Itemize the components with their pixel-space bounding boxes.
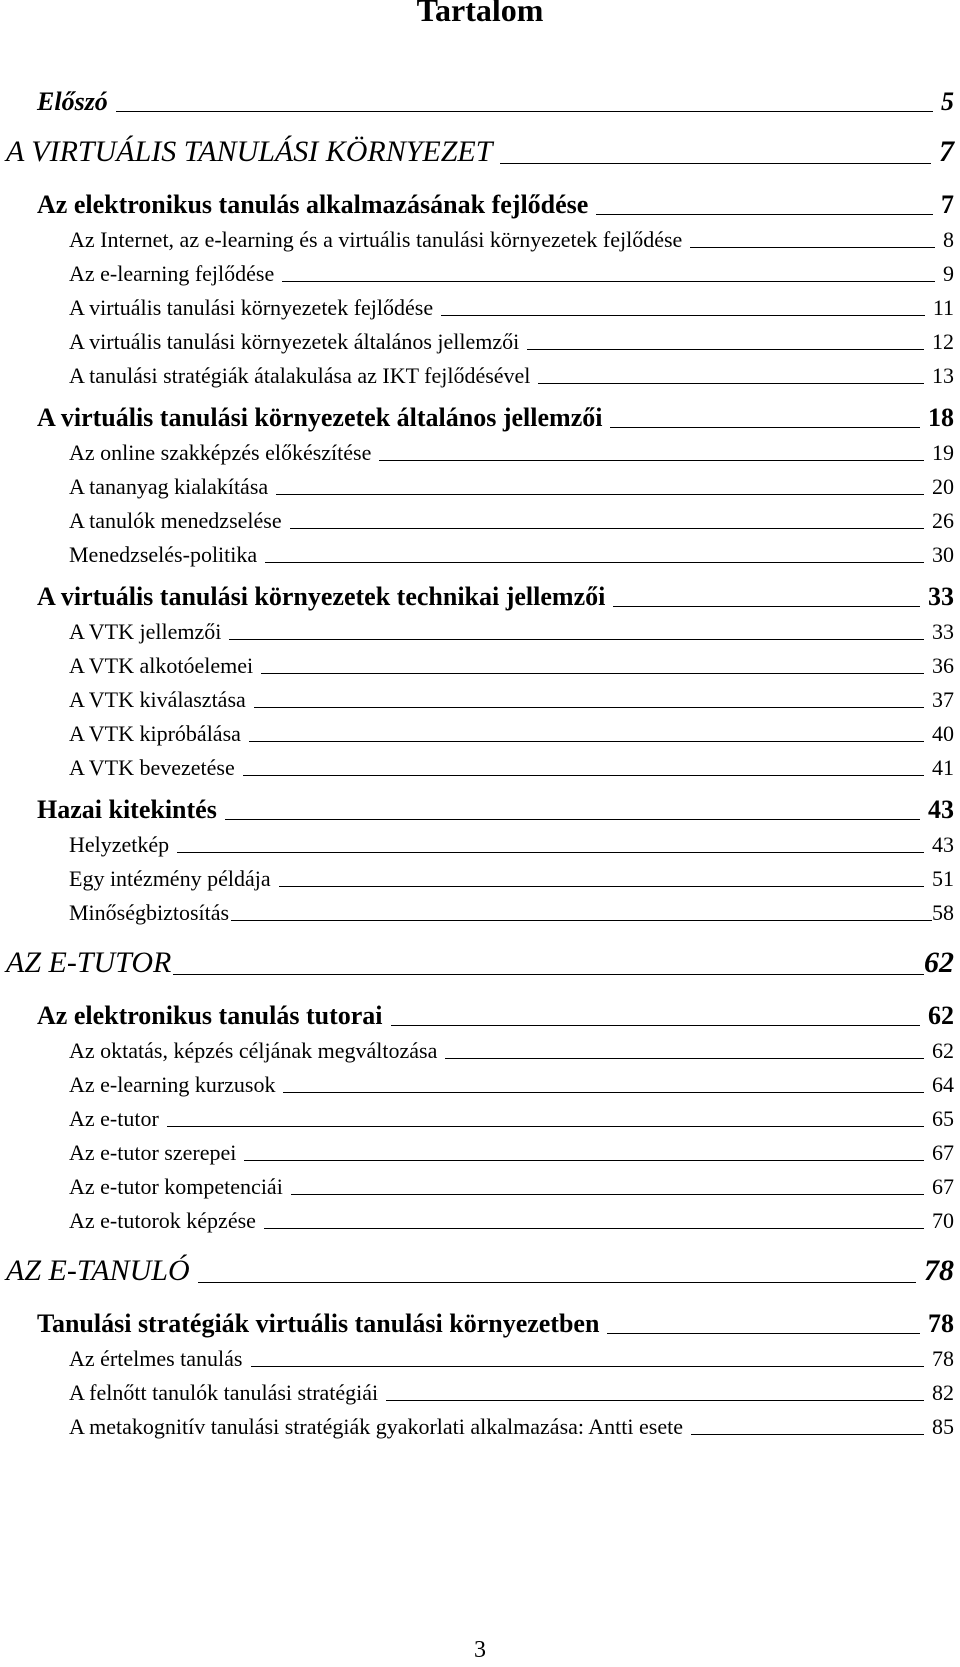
toc-section	[69, 1176, 954, 1198]
toc-leader-line	[291, 1194, 924, 1195]
toc-section	[69, 621, 954, 643]
toc-entry-label: A tanulási stratégiák átalakulása az IKT fejlődésével	[69, 363, 531, 388]
toc-entry-page: 70	[932, 1208, 954, 1233]
toc-entry-page: 65	[932, 1106, 954, 1131]
toc-leader-line	[264, 1228, 924, 1229]
toc-entry-page: 67	[932, 1174, 954, 1199]
toc-entry-label: Tanulási stratégiák virtuális tanulási környezetben	[37, 1309, 600, 1338]
toc-entry-page: 7	[941, 190, 954, 219]
toc-entry-label: Az online szakképzés előkészítése	[69, 440, 372, 465]
toc-leader-line	[177, 852, 924, 853]
toc-entry-label: A VTK jellemzői	[69, 619, 222, 644]
toc-chapter	[37, 192, 954, 218]
toc-leader-line	[243, 775, 924, 776]
toc-entry-label: Az elektronikus tanulás tutorai	[37, 1001, 383, 1030]
toc-section	[69, 868, 954, 890]
toc-leader-line	[229, 639, 924, 640]
toc-leader-line	[527, 349, 924, 350]
toc-section	[69, 1108, 954, 1130]
toc-entry-page: 51	[932, 866, 954, 891]
toc-leader-line	[441, 315, 925, 316]
toc-leader-line	[596, 214, 933, 215]
toc-section	[69, 723, 954, 745]
toc-section	[69, 331, 954, 353]
toc-entry-page: 18	[928, 403, 954, 432]
toc-leader-line	[249, 741, 924, 742]
toc-entry-page: 43	[932, 832, 954, 857]
toc-entry-label: A felnőtt tanulók tanulási stratégiái	[69, 1380, 379, 1405]
toc-entry-page: 11	[932, 295, 954, 320]
toc-leader-line	[386, 1400, 924, 1401]
toc-entry-page: 9	[943, 261, 954, 286]
toc-leader-line	[613, 606, 920, 607]
toc-leader-line	[251, 1366, 925, 1367]
toc-leader-line	[690, 247, 935, 248]
toc-chapter	[37, 797, 954, 823]
toc-entry-page: 64	[932, 1072, 954, 1097]
toc-section	[69, 297, 954, 319]
toc-section	[69, 1348, 954, 1370]
toc-section	[69, 1382, 954, 1404]
toc-entry-label: A VIRTUÁLIS TANULÁSI KÖRNYEZET	[6, 135, 493, 168]
toc-entry-label: A VTK kiválasztása	[69, 687, 246, 712]
toc-section	[69, 365, 954, 387]
toc-entry-label: A virtuális tanulási környezetek fejlődése	[69, 295, 434, 320]
toc-section	[69, 757, 954, 779]
toc-entry-label: Menedzselés-politika	[69, 542, 258, 567]
toc-leader-line	[691, 1434, 924, 1435]
toc-chapter	[37, 1003, 954, 1029]
toc-entry-label: A metakognitív tanulási stratégiák gyakorlati alkalmazása: Antti esete	[69, 1414, 683, 1439]
toc-entry-page: 37	[932, 687, 954, 712]
toc-entry-page: 41	[932, 755, 954, 780]
toc-leader-line	[500, 163, 931, 164]
toc-entry-label: Az oktatás, képzés céljának megváltozása	[69, 1038, 438, 1063]
page-number: 3	[474, 1637, 486, 1663]
toc-entry-page: 19	[932, 440, 954, 465]
toc-entry-label: Az e-tutor kompetenciái	[69, 1174, 283, 1199]
toc-entry-label: AZ E-TUTOR	[6, 946, 172, 979]
toc-section	[69, 263, 954, 285]
toc-entry-page: 43	[928, 795, 954, 824]
toc-leader-line	[290, 528, 924, 529]
toc-entry-label: A virtuális tanulási környezetek technikai jellemzői	[37, 582, 606, 611]
toc-section	[69, 229, 954, 251]
toc-section	[69, 834, 954, 856]
toc-entry-page: 33	[928, 582, 954, 611]
toc-entry-page: 26	[932, 508, 954, 533]
toc-entry-page: 12	[932, 329, 954, 354]
toc-leader-line	[198, 1282, 916, 1283]
toc-entry-label: A VTK kipróbálása	[69, 721, 241, 746]
toc-leader-line	[282, 281, 935, 282]
toc-entry-page: 62	[932, 1038, 954, 1063]
toc-part-heading	[6, 1256, 954, 1286]
toc-chapter	[37, 405, 954, 431]
toc-entry-label: Az e-tutor szerepei	[69, 1140, 237, 1165]
toc-entry-label: Az e-tutor	[69, 1106, 159, 1131]
toc-entry-label: Az e-tutorok képzése	[69, 1208, 256, 1233]
toc-leader-line	[265, 562, 924, 563]
toc-leader-line	[231, 920, 932, 921]
toc-entry-label: Egy intézmény példája	[69, 866, 271, 891]
toc-entry-preface	[37, 89, 954, 115]
toc-leader-line	[167, 1126, 924, 1127]
toc-leader-line	[261, 673, 924, 674]
toc-section	[69, 655, 954, 677]
toc-leader-line	[607, 1333, 920, 1334]
toc-leader-line	[538, 383, 924, 384]
toc-leader-line	[445, 1058, 924, 1059]
toc-entry-label: A tananyag kialakítása	[69, 474, 269, 499]
toc-section	[69, 1040, 954, 1062]
toc-leader-line	[116, 111, 933, 112]
toc-chapter	[37, 584, 954, 610]
toc-section	[69, 476, 954, 498]
toc-section	[69, 544, 954, 566]
toc-section	[69, 1416, 954, 1438]
toc-entry-page: 20	[932, 474, 954, 499]
toc-entry-label: Az Internet, az e-learning és a virtuális tanulási környezetek fejlődése	[69, 227, 683, 252]
toc-entry-page: 58	[932, 900, 954, 925]
toc-leader-line	[276, 494, 924, 495]
toc-entry-page: 62	[928, 1001, 954, 1030]
toc-entry-label: Előszó	[37, 87, 108, 116]
toc-entry-label: Helyzetkép	[69, 832, 170, 857]
toc-entry-label: Hazai kitekintés	[37, 795, 217, 824]
toc-entry-label: A tanulók menedzselése	[69, 508, 282, 533]
toc-section	[69, 1142, 954, 1164]
toc-part-heading	[6, 137, 954, 167]
toc-entry-label: AZ E-TANULÓ	[6, 1254, 190, 1287]
toc-entry-page: 78	[924, 1254, 954, 1287]
toc-entry-page: 78	[928, 1309, 954, 1338]
toc-entry-label: Az értelmes tanulás	[69, 1346, 243, 1371]
toc-section	[69, 510, 954, 532]
toc-part-heading	[6, 948, 954, 978]
toc-entry-label: Az e-learning kurzusok	[69, 1072, 276, 1097]
toc-leader-line	[173, 974, 924, 975]
toc-entry-label: Minőségbiztosítás	[69, 900, 230, 925]
toc-section	[69, 902, 954, 924]
toc-section	[69, 1210, 954, 1232]
toc-entry-page: 82	[932, 1380, 954, 1405]
toc-section	[69, 442, 954, 464]
toc-entry-label: Az elektronikus tanulás alkalmazásának fejlődése	[37, 190, 589, 219]
toc-leader-line	[244, 1160, 924, 1161]
toc-entry-page: 40	[932, 721, 954, 746]
toc-entry-page: 5	[941, 87, 954, 116]
toc-entry-page: 78	[932, 1346, 954, 1371]
toc-entry-page: 85	[932, 1414, 954, 1439]
page-title: Tartalom	[416, 0, 544, 28]
toc-entry-page: 62	[924, 946, 954, 979]
toc-entry-page: 36	[932, 653, 954, 678]
toc-leader-line	[610, 427, 920, 428]
toc-entry-label: A virtuális tanulási környezetek általános jellemzői	[37, 403, 603, 432]
toc-entry-label: A VTK bevezetése	[69, 755, 235, 780]
toc-leader-line	[283, 1092, 924, 1093]
toc-leader-line	[225, 819, 920, 820]
toc-entry-page: 8	[943, 227, 954, 252]
toc-leader-line	[391, 1025, 921, 1026]
toc-entry-label: Az e-learning fejlődése	[69, 261, 275, 286]
toc-entry-label: A virtuális tanulási környezetek általános jellemzői	[69, 329, 520, 354]
toc-leader-line	[379, 460, 924, 461]
toc-entry-page: 33	[932, 619, 954, 644]
toc-section	[69, 689, 954, 711]
toc-entry-page: 30	[932, 542, 954, 567]
toc-entry-page: 13	[932, 363, 954, 388]
toc-entry-label: A VTK alkotóelemei	[69, 653, 254, 678]
toc-section	[69, 1074, 954, 1096]
toc-entry-page: 67	[932, 1140, 954, 1165]
toc-leader-line	[279, 886, 924, 887]
toc-chapter	[37, 1311, 954, 1337]
toc-leader-line	[254, 707, 924, 708]
toc-entry-page: 7	[939, 135, 954, 168]
